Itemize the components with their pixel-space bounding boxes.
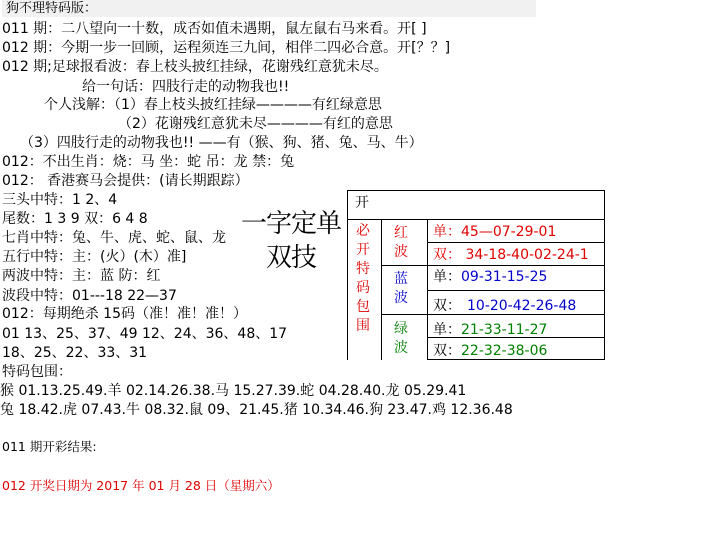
line-tail-numbers: 尾数：1 3 9 双：6 4 8: [2, 211, 148, 227]
box-open-label: 开: [355, 195, 369, 211]
line-two-waves: 两波中特：主：蓝 防：红: [2, 268, 161, 284]
blue-wave-label: 蓝波: [394, 271, 408, 306]
box-sub-divider-blue: [427, 290, 605, 291]
line-011-result: 011 期开彩结果:: [2, 439, 97, 454]
box-left-border: [347, 190, 348, 360]
line-012-riddle: 012 期：今期一步一回顾，运程须连三九间，相伴二四必合意。开[？？]: [2, 40, 451, 56]
line-surround-row-2: 兔 18.42.虎 07.43.牛 08.32.鼠 09、21.45.猪 10.34.46.狗 23.47.鸡 12.36.48: [0, 402, 513, 418]
blue-single-prefix: 单：: [433, 269, 461, 285]
blue-single-numbers: 09-31-15-25: [461, 269, 548, 285]
line-provider: 012： 香港赛马会提供：(请长期跟踪）: [2, 173, 249, 189]
red-single-numbers: 单：45—07-29-01: [433, 224, 557, 240]
green-wave-label: 绿波: [394, 321, 408, 356]
red-double-numbers: 双： 34-18-40-02-24-1: [433, 247, 589, 263]
box-row-divider-1: [381, 265, 605, 266]
green-double-row: [433, 342, 547, 360]
line-football-hint: 012 期;足球报看波：春上枝头披红挂绿，花谢残红意犹未尽。: [2, 59, 388, 75]
line-wave-range: 波段中特：01---18 22—37: [2, 288, 177, 304]
box-col-divider-1: [381, 219, 382, 360]
box-sub-divider-red: [427, 242, 605, 243]
green-double-prefix: 双：: [433, 343, 461, 359]
line-kill-numbers-2: 18、25、22、33、31: [2, 345, 148, 361]
green-double-numbers: 22-32-38-06: [461, 343, 548, 359]
line-one-sentence: 给一句话：四肢行走的动物我也!!: [82, 79, 290, 95]
box-header-divider: [347, 219, 605, 220]
blue-double-prefix: 双：: [433, 298, 461, 314]
blue-double-numbers: 10-20-42-26-48: [467, 298, 577, 314]
line-seven-zodiac: 七肖中特：兔、牛、虎、蛇、鼠、龙: [2, 230, 226, 246]
big-title: 一字定单双技: [240, 209, 341, 273]
red-wave-label: 红波: [394, 225, 408, 260]
line-surround-row-1: 猴 01.13.25.49.羊 02.14.26.38.马 15.27.39.蛇 04.28.40.龙 05.29.41: [0, 383, 467, 399]
box-top-border: [347, 190, 605, 191]
green-single-row: [433, 321, 547, 339]
green-single-numbers: 21-33-11-27: [461, 322, 548, 338]
box-right-top-border: [604, 190, 605, 220]
line-surround-label: 特码包围：: [2, 364, 72, 380]
line-explain-3: （3）四肢行走的动物我也!! ——有（猴、狗、猪、兔、马、牛）: [20, 135, 423, 151]
line-012-draw-date: 012 开奖日期为 2017 年 01 月 28 日（星期六）: [2, 478, 280, 493]
line-kill-numbers-1: 01 13、25、37、49 12、24、36、48、17: [2, 326, 288, 342]
page-title: 狗不理特码版：: [2, 0, 536, 17]
line-011-riddle: 011 期：二八望向一十数，成否如值未遇期，鼠左鼠右马来看。开[ ]: [2, 21, 427, 37]
box-right-border: [604, 219, 605, 360]
line-five-elements: 五行中特：主：(火）(木）准]: [2, 249, 187, 265]
line-three-heads: 三头中特：1 2、4: [2, 192, 118, 208]
blue-single-row: [433, 268, 547, 286]
box-side-label: 必开特码包围: [356, 223, 370, 334]
blue-double-row: [433, 297, 576, 315]
green-single-prefix: 单：: [433, 322, 461, 338]
line-excluded-zodiac: 012：不出生肖：烧：马 坐：蛇 吊：龙 禁：兔: [2, 154, 295, 170]
line-kill-15: 012：每期绝杀 15码（准！准！准！）: [2, 306, 247, 322]
surround-box: [347, 190, 605, 360]
line-explain-2: （2）花谢残红意犹未尽————有红的意思: [118, 116, 393, 132]
line-explain-1: 个人浅解：（1）春上枝头披红挂绿————有红绿意思: [44, 97, 382, 113]
